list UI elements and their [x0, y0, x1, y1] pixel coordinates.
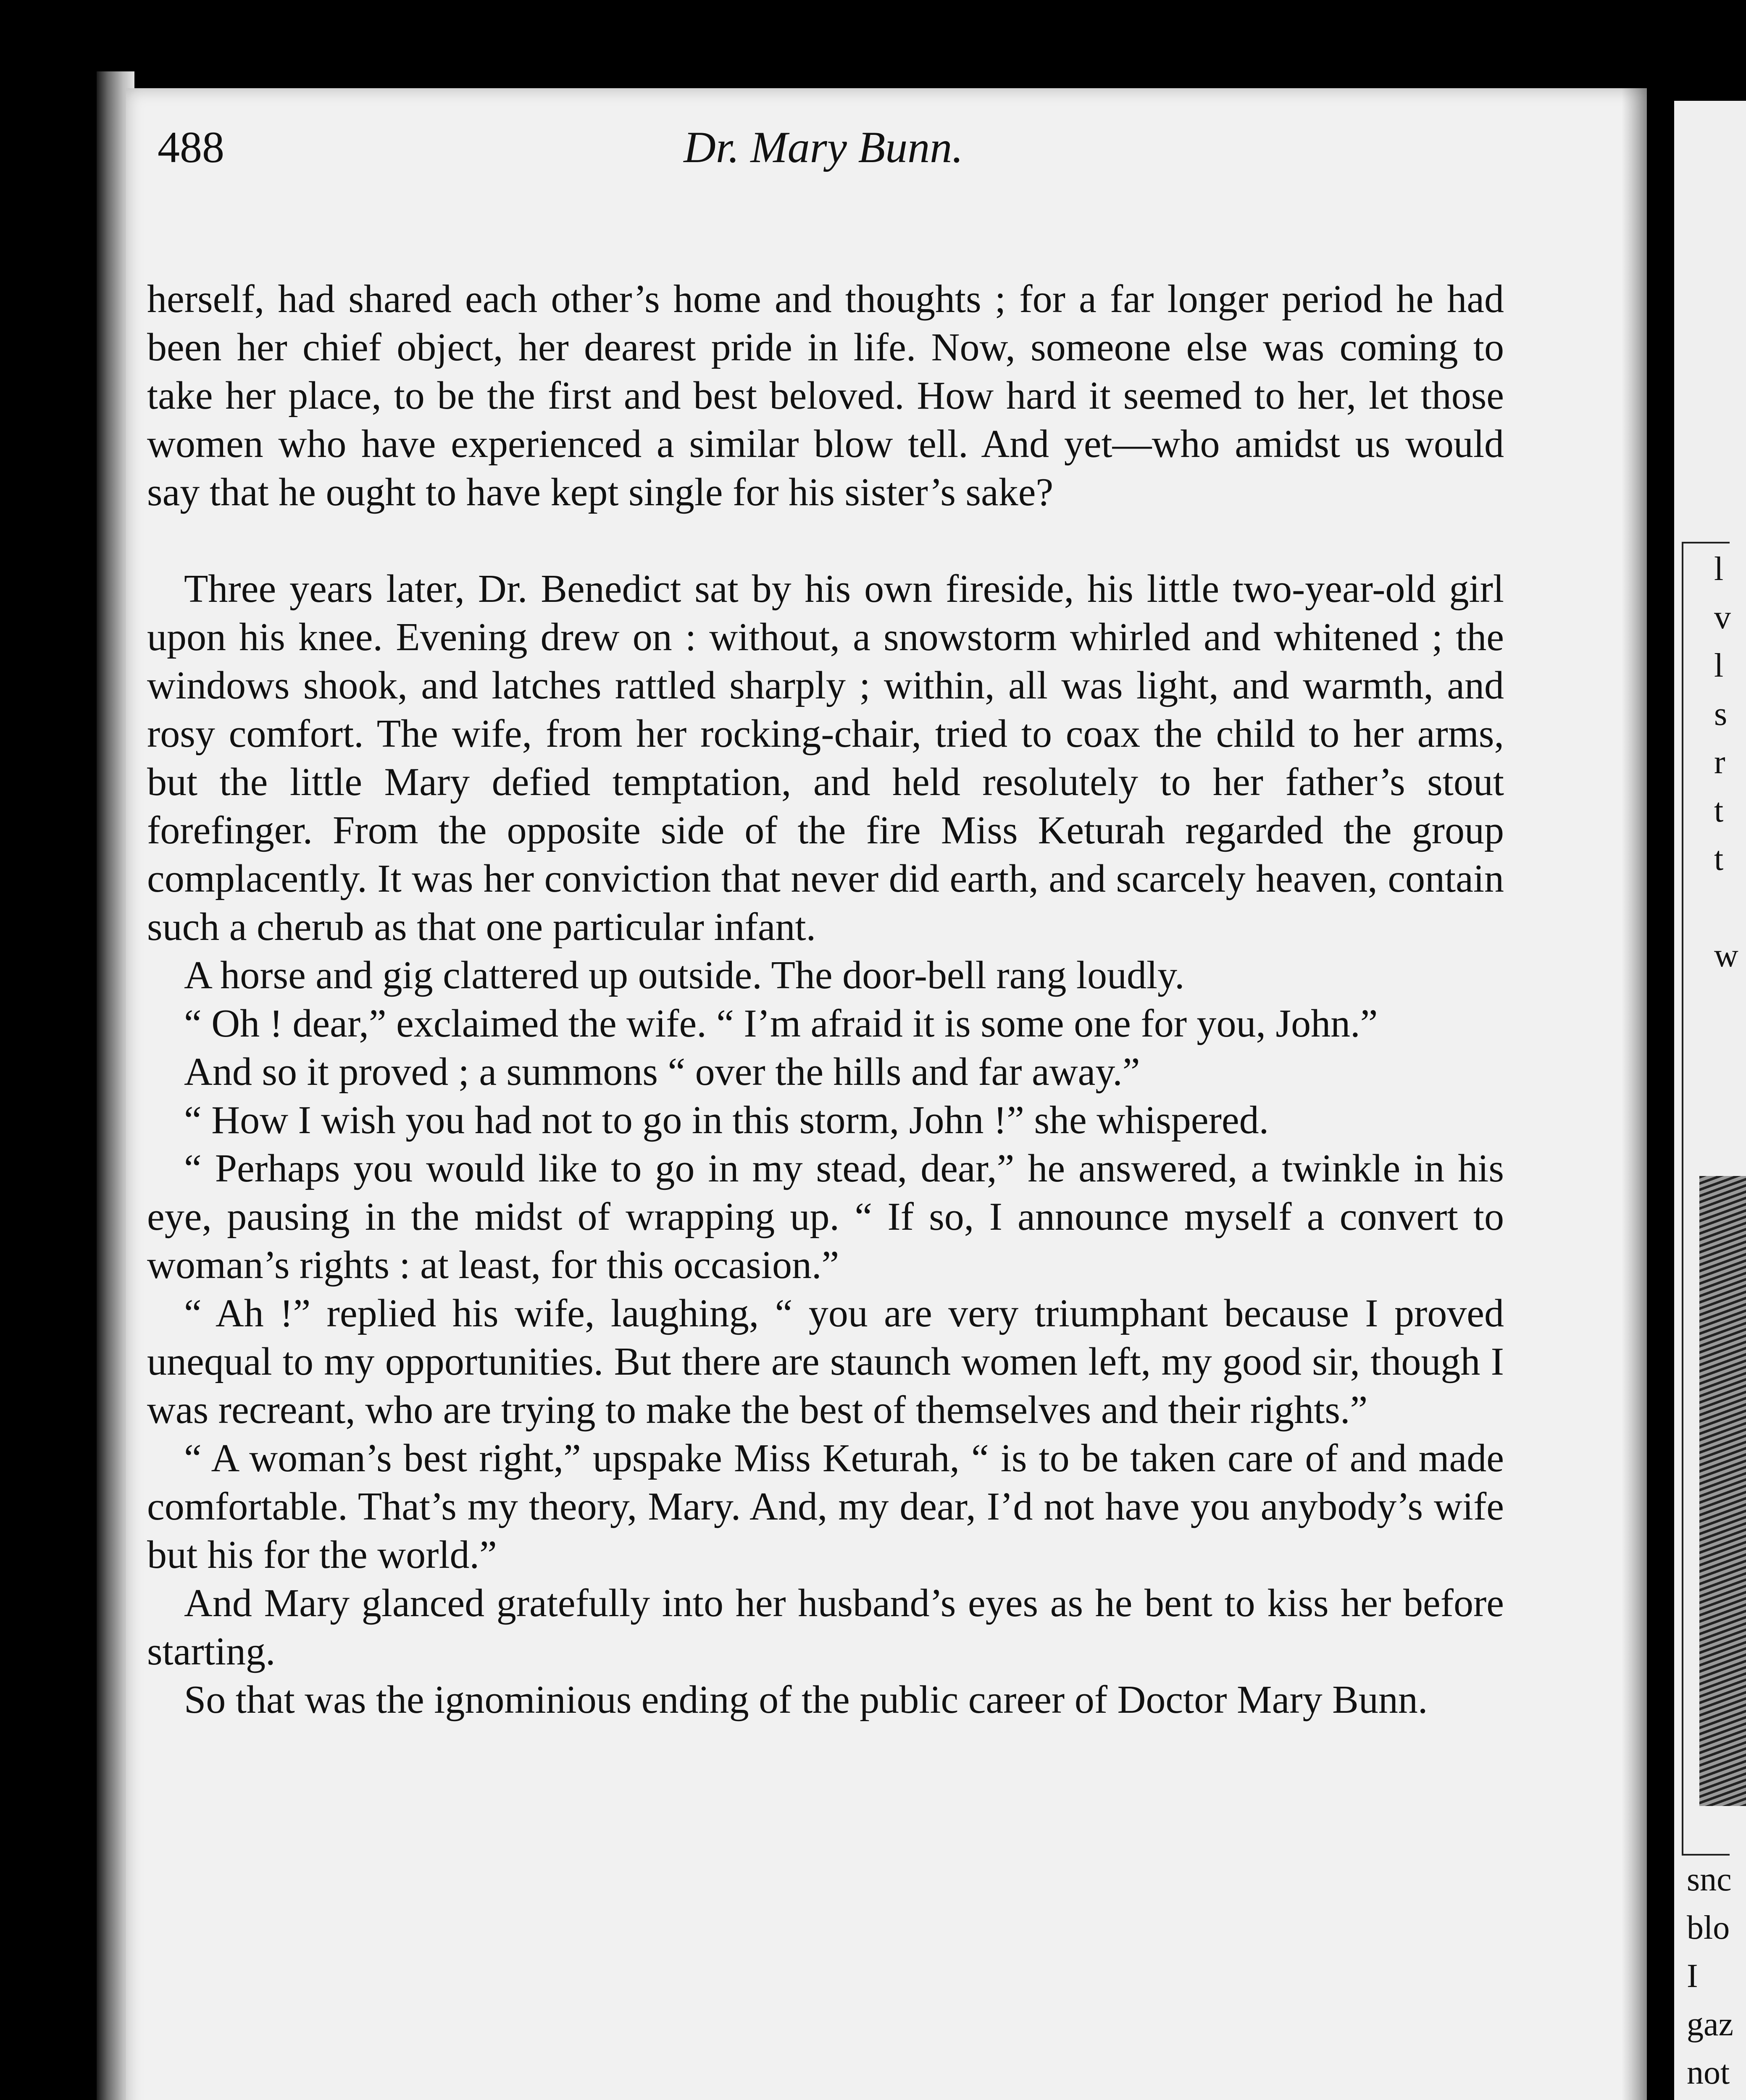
- paragraph: “ How I wish you had not to go in this storm, John !” she whispered.: [184, 1098, 1269, 1142]
- facing-page-text-fragment: t: [1714, 840, 1724, 877]
- page-number: 488: [158, 123, 224, 172]
- running-title: Dr. Mary Bunn.: [684, 123, 963, 172]
- facing-page-text-fragment: w: [1714, 937, 1738, 974]
- facing-page-text-fragment: s: [1714, 696, 1728, 732]
- paragraph: And Mary glanced gratefully into her husband’s eyes as he bent to kiss her before starting.: [147, 1581, 1504, 1673]
- paragraph: A horse and gig clattered up outside. The door-bell rang loudly.: [184, 953, 1185, 997]
- paragraph: Three years later, Dr. Benedict sat by his own fireside, his little two-year-old girl upon his knee. Evening drew on : without, a snowstorm whirled and whitened ; the windows shook, and latches rattled sharply ; within, all was light, and warmth, and rosy comfort. The wife, from her rocking-chair, tried to coax the child to her arms, but the little Mary defied temptation, and held resolutely to her father’s stout forefinger. From the opposite side of the fire Miss Keturah regarded the group complacently. It was her conviction that never did earth, and scarcely heaven, contain such a cherub as that one particular infant.: [147, 567, 1504, 949]
- facing-page-text-fragment: v: [1714, 599, 1731, 636]
- paragraph: And so it proved ; a summons “ over the hills and far away.”: [184, 1050, 1140, 1094]
- illustration-fragment: [1699, 1176, 1746, 1806]
- facing-page-text-fragment: blo: [1687, 1909, 1730, 1946]
- paragraph: “ Ah !” replied his wife, laughing, “ you are very triumphant because I proved unequal to my opportunities. But there are staunch women left, my good sir, though I was recreant, who are trying to make the best of themselves and their rights.”: [147, 1292, 1504, 1432]
- facing-page-text-fragment: not: [1687, 2054, 1730, 2091]
- body-text: [147, 275, 1504, 1724]
- facing-page-text-fragment: gaz: [1687, 2006, 1734, 2043]
- page-header: [158, 122, 1489, 193]
- facing-page-text-fragment: l: [1714, 647, 1724, 684]
- paragraph: herself, had shared each other’s home and thoughts ; for a far longer period he had been her chief object, her dearest pride in life. Now, someone else was coming to take her place, to be the first and best beloved. How hard it seemed to her, let those women who have experienced a similar blow tell. And yet—who amidst us would say that he ought to have kept single for his sister’s sake?: [147, 277, 1504, 514]
- facing-page-text-fragment: t: [1714, 792, 1724, 829]
- facing-page-text-fragment: l: [1714, 551, 1724, 588]
- facing-page-text-fragment: r: [1714, 744, 1725, 781]
- paragraph: “ Oh ! dear,” exclaimed the wife. “ I’m afraid it is some one for you, John.”: [184, 1002, 1378, 1045]
- paragraph: “ Perhaps you would like to go in my stead, dear,” he answered, a twinkle in his eye, pausing in the midst of wrapping up. “ If so, I announce myself a convert to woman’s rights : at least, for this occasion.”: [147, 1147, 1504, 1287]
- facing-page-text-fragment: I: [1687, 1958, 1698, 1995]
- paragraph: So that was the ignominious ending of the public career of Doctor Mary Bunn.: [184, 1678, 1428, 1722]
- paragraph: “ A woman’s best right,” upspake Miss Keturah, “ is to be taken care of and made comfortable. That’s my theory, Mary. And, my dear, I’d not have you anybody’s wife but his for the world.”: [147, 1436, 1504, 1577]
- facing-page-text-fragment: snc: [1687, 1861, 1732, 1898]
- facing-page-edge: [1674, 101, 1746, 2100]
- gutter-shadow: [1622, 88, 1647, 2100]
